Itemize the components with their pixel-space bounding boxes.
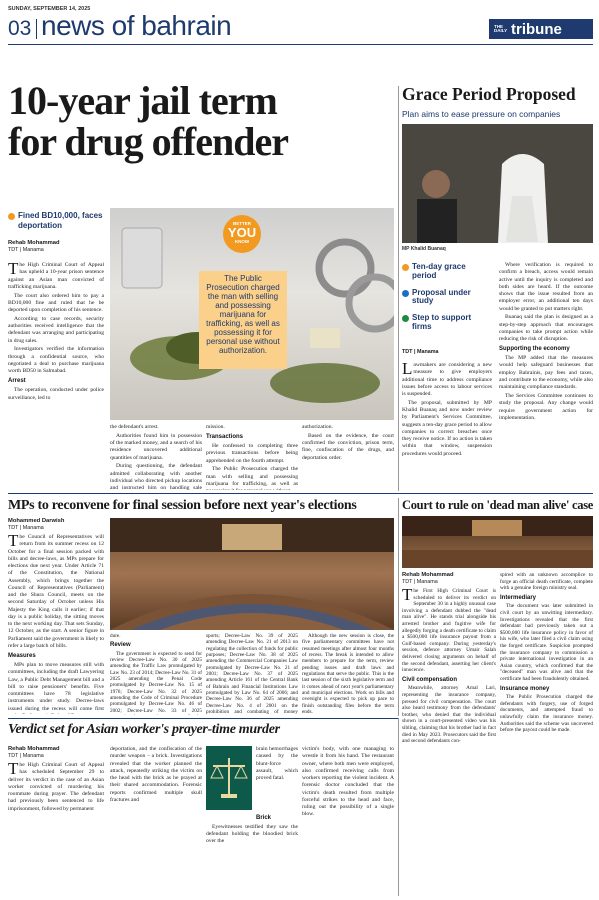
lead-tag [8, 211, 108, 230]
lead-p2: The court also ordered him to pay a BD10,000 fine and ruled that he be deported upon completion of his sentence. [8, 292, 104, 314]
verdict-headline: Verdict set for Asian worker's prayer-time murder [8, 722, 280, 737]
justice-scales-image [206, 746, 252, 810]
grace-column-1 [402, 362, 492, 490]
column-divider [398, 498, 399, 716]
mps-p1: he Council of Representatives will return from its summer recess on 12 October for a final session packed with bills and decree-laws, as MPs prepare for elections due next year. Under Article 71 of the Constitution, the National Assembly, which brings together the Council of Representatives (Parliament) and the Shura Council, meets on the second Saturday of October unless His Majesty the King calls it earlier; if that day is a public holiday, the sitting moves to the next working day. That sets Sunday, 12 October, as the start. A senior figure in Parliament said the government is likely to refer a large batch of bills. [8, 534, 104, 649]
drop-cap: L [402, 362, 413, 378]
bullet-item: Step to support firms [402, 314, 484, 332]
mps-subhead-measures: Measures [8, 653, 36, 660]
mps-author-org: TDT | Manama [8, 524, 44, 531]
drop-cap: T [8, 534, 19, 550]
grace-p4: Buanaq said the plan is designed as a step-by-step approach that encourages companies to take prompt action while reducing the risk of disruption. [499, 314, 593, 343]
mps-subhead-review: Review [110, 642, 131, 649]
court-p3: spired with an unknown accomplice to forge an official death certificate, complete with a genuine foreign ministry seal. [500, 572, 593, 592]
badge-bot: KNOW [234, 239, 250, 244]
grace-column-2 [499, 262, 593, 490]
grace-bullets [402, 263, 484, 332]
lead-tag-text: Fined BD10,000, faces deportation [18, 211, 103, 230]
lead-author: Rehab Mohammad [8, 240, 60, 246]
lead-p5: The operation, conducted under police surveillance, led to [8, 387, 104, 401]
lead-column-2 [110, 424, 202, 490]
mps-photo [110, 518, 394, 630]
grace-p6: The Services Committee continues to study the proposal. Any change would require government action for implementation. [499, 393, 593, 421]
masthead-divider [36, 19, 37, 39]
verdict-p2: deportation, and the confiscation of the murder weapon – a brick. Investigations revealed that the worker planned the attack, repeatedly striking the victim on the head with the brick as he prayed at their shared accommodation. Forensic reports confirmed multiple skull fractures and [110, 746, 202, 803]
lead-p1: he High Criminal Court of Appeal has upheld a 10-year prison sentence against an Asian man convicted of trafficking marijuana. [8, 262, 104, 290]
lead-p4: Investigators verified the information through a confidential source, who negotiated a deal to purchase marijuana worth BD50 in Salmabad. [8, 346, 104, 375]
verdict-byline [8, 746, 104, 759]
lead-author-org: TDT | Manama [8, 246, 44, 253]
drop-cap: T [8, 262, 19, 278]
section-rule [8, 493, 593, 494]
orange-bullet-icon [402, 264, 409, 271]
courtroom-illustration [402, 516, 593, 568]
mps-column-4 [302, 633, 394, 715]
verdict-column-3b [206, 812, 298, 896]
lead-p10: He confessed to completing three previous transactions before being apprehended on the fourth attempt. [206, 443, 298, 464]
court-photo [402, 516, 593, 568]
scales-icon [209, 754, 249, 802]
section-title: news of bahrain [41, 10, 232, 41]
lead-subhead-arrest: Arrest [8, 378, 26, 385]
mps-p3: dure. [110, 633, 121, 639]
court-column-1 [402, 588, 496, 896]
lead-headline-line2: for drug offender [8, 119, 288, 164]
court-author: Rehab Mohammad [402, 572, 454, 578]
mps-p7: Although the new session is close, the five parliamentary committees have not resumed meetings after almost four months of recess. The break is intended to allow members to prepare for the term, review pending issues and draft laws and regulations that serve the public. This is the last session of the sixth legislative term and it comes ahead of next year's parliamentary and municipal elections. Work on bills and oversight is expected to pick up pace to finish outstanding files before the term ends. [302, 633, 394, 715]
grace-p3: Where verification is required to confirm a breach, access would remain active until the inquiry is completed and both sides are heard. If the outcome shows that the issue resulted from an employer error, an additional ten days would be granted to put matters right. [499, 262, 593, 312]
court-subhead-insurance: Insurance money [500, 685, 550, 692]
verdict-p1: he High Criminal Court of Appeal has scheduled September 29 to deliver its verdict in the case of an Asian worker convicted of murdering his roommate during prayer. The defendant had previously been sentenced to life imprisonment, followed by permanent [8, 762, 104, 812]
lead-column-1 [8, 262, 104, 462]
mps-p2: MPs plan to move measures still with committees, including the draft Lawyering Law, a Public Debt Management bill and a bill to raise pensioners' benefits. Five committees have 78 legislative instruments under study. Decree-laws issued during the recess will come first [8, 662, 104, 712]
logo-text: tribune [511, 20, 562, 38]
lead-byline [8, 240, 108, 253]
verdict-p5: victim's body, with one managing to wrestle it from his hand. The restaurant owner, where both men were employed, also confirmed receiving calls from workers reporting the violent incident. A forensic doctor concluded that the victim's death resulted from multiple forceful strikes to the head and face, ruling out the possibility of a single blow. [302, 746, 394, 818]
green-bullet-icon [402, 315, 409, 322]
parliament-chamber-illustration [110, 518, 394, 630]
lead-column-3 [206, 424, 298, 490]
issue-date: SUNDAY, SEPTEMBER 14, 2025 [8, 6, 91, 12]
verdict-column-2 [110, 746, 202, 896]
tribune-logo [489, 19, 593, 39]
mps-author: Mohammed Darwish [8, 518, 65, 524]
lead-column-4 [302, 424, 394, 490]
court-author-org: TDT | Manama [402, 578, 438, 585]
column-divider [398, 86, 399, 491]
lead-p6: the defendant's arrest. [110, 424, 159, 430]
grace-subhead: Supporting the economy [499, 346, 570, 353]
court-p2: Meanwhile, attorney Amal Lari, representing the insurance company, pressed for civil compensation. The court also heard testimony from the defendants' brother, who denied that the individual shown in a court-presented video was his sibling, claiming that his brother had in fact died in May 2023. Prosecutors said the first and second defendants con- [402, 685, 496, 745]
lead-p8: During questioning, the defendant admitted collaborating with another individual who directed pickup locations and instructed him on handling sale [110, 463, 202, 490]
court-column-2 [500, 572, 593, 896]
grace-p1: awmakers are considering a new measure to give employers additional time to address compliance issues before access to labour services is suspended. [402, 362, 492, 398]
badge-top: BETTER [233, 221, 251, 226]
verdict-author-org: TDT | Manama [8, 752, 44, 759]
court-p1: he First High Criminal Court is scheduled to deliver its verdict on September 30 in a highly unusual case involving a defendant dubbed the "dead man alive". He stands trial alongside his arrested brother and fugitive wife for allegedly forging a death certificate to claim a $500,000 life insurance payout from a Gulf-based company. During yesterday's session, defence attorney Umair Salah delivered closing arguments on behalf of the second defendant, asserting her client's innocence. [402, 588, 496, 674]
mps-p6: sports; Decree-Law No. 39 of 2025 amending Decree-Law No. 21 of 2013 on regulating the collection of funds for public purposes; Decree-Law No. 38 of 2025 amending the Commercial Companies Law promulgated by Decree-Law No. 21 of 2001; Decree-Law No. 37 of 2025 amending Article 161 of the Central Bank of Bahrain and Financial Institutions Law promulgated by Law No. 64 of 2006; and Decree-Law No. 36 of 2025 amending Decree-Law No. 4 of 2001 on the prohibition and combating of money [206, 633, 298, 715]
court-subhead-intermediary: Intermediary [500, 594, 537, 601]
bullet-item: Ten-day grace period [402, 263, 484, 281]
lead-p9: mission. [206, 424, 225, 430]
grace-photo-credit: MP Khalid Buanaq [402, 246, 446, 252]
mps-headline: MPs to reconvene for final session before next year's elections [8, 498, 357, 513]
grace-p2: The proposal, submitted by MP Khalid Buanaq and now under review by Parliament's Services Committee, suggests a ten-day grace period to allow companies to correct breaches once they receive notice. If no action is taken within that window, suspension procedures would proceed. [402, 399, 492, 457]
lead-p7: Authorities found him in possession of the marked money, and a search of his residence uncovered additional quantities of marijuana. [110, 432, 202, 461]
column-divider [398, 718, 399, 896]
better-you-know-badge [223, 215, 261, 253]
mp-portrait-illustration [402, 124, 593, 243]
verdict-p3: brain hemorrhages caused by the blunt-force assault, which proved fatal. [256, 746, 298, 782]
verdict-column-4 [302, 746, 394, 896]
grace-location: TDT | Manama [402, 349, 439, 355]
badge-mid: YOU [227, 225, 257, 240]
section-rule [8, 718, 398, 719]
verdict-subhead-brick: Brick [256, 815, 272, 821]
masthead-rule [8, 44, 593, 45]
court-p4: The document was later submitted in civil court by an unwitting intermediary. Investigations revealed that the first defendant had previously taken out a $500,000 life insurance policy in favor of his wife, who later filed a civil claim using the forged certificate. Suspicion prompted the insurance company to commission a private international investigation in an Asian country, which confirmed that the "deceased" man was alive and that the certificate had been fraudulently obtained. [500, 603, 593, 683]
mps-p4: The government is expected to send for review Decree-Law No. 30 of 2025 amending the Traffic Law promulgated by Law No. 23 of 2014; Decree-Law No. 31 of 2025 amending the Penal Code promulgated by Decree-Law No. 15 of 1976; Decree-Law No. 32 of 2025 amending the Code of Criminal Procedure promulgated by Decree-Law No. 46 of 2002; Decree-Law No. 33 of 2025 [110, 650, 202, 714]
mps-column-3 [206, 633, 298, 715]
grace-headline: Grace Period Proposed [402, 84, 576, 104]
drop-cap: T [402, 588, 413, 604]
page-number: 03 [8, 17, 32, 40]
bullet-item: Proposal under study [402, 289, 484, 307]
lead-subhead-transactions: Transactions [206, 434, 244, 441]
mps-column-2 [110, 633, 202, 715]
court-headline: Court to rule on 'dead man alive' case [402, 498, 594, 512]
verdict-p4: Eyewitnesses testified they saw the defendant holding the bloodied brick over the [206, 823, 298, 845]
drop-cap: T [8, 762, 19, 778]
lead-headline [8, 80, 393, 162]
mps-column-1 [8, 534, 104, 714]
court-p5: The Public Prosecution charged the defendants with forgery, use of forged documents, and attempted fraud to unlawfully claim the insurance money. Authorities said the scheme was uncovered before the payout could be made. [500, 694, 593, 734]
lead-headline-line1: 10-year jail term [8, 78, 277, 123]
lead-p13: Based on the evidence, the court confirmed the conviction, prison term, fine, confiscation of the drugs, and deportation order. [302, 432, 394, 461]
verdict-author: Rehab Mohammad [8, 746, 60, 752]
logo-small-text: THE DAILY [494, 23, 508, 33]
blue-bullet-icon [402, 290, 409, 297]
lead-p3: According to case records, security authorities received intelligence that the defendant was arranging and participating in drug sales. [8, 315, 104, 344]
verdict-column-1 [8, 762, 104, 896]
mps-byline [8, 518, 104, 531]
lead-p11: The Public Prosecution charged the man with selling and possessing marijuana for trafficking, as well as [206, 466, 298, 487]
court-subhead-civil: Civil compensation [402, 676, 458, 683]
orange-bullet-icon [8, 213, 15, 220]
court-byline [402, 572, 496, 585]
lead-p12: authorization. [302, 424, 333, 430]
grace-p5: The MP added that the measures would help safeguard businesses that employ Bahrainis, pay fees and taxes, and contribute to the economy, while also maintaining compliance standards. [499, 355, 593, 391]
grace-subheadline: Plan aims to ease pressure on companies [402, 109, 561, 119]
callout-box: The Public Prosecution charged the man with selling and possessing marijuana for trafficking, as well as possessing it for personal use without authorization. [199, 271, 287, 369]
grace-photo [402, 124, 593, 243]
